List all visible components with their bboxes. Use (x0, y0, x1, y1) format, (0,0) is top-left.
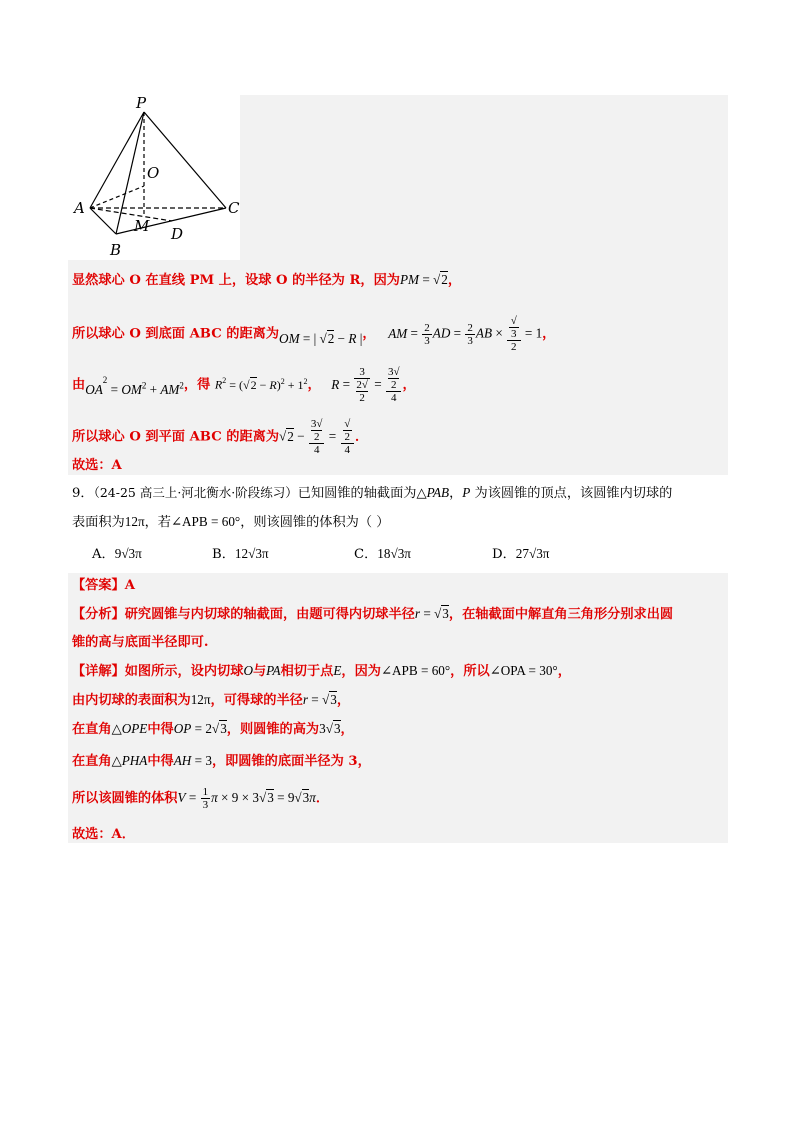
detail-line-3: 在直角△OPE中得OP = 2√3，则圆锥的高为3√3， (72, 721, 354, 737)
math-am: AM (388, 325, 408, 341)
detail-line-2: 由内切球的表面积为12π，可得球的半径r = √3， (72, 692, 351, 708)
prev-solution-line-2: 所以球心 O 到底面 ABC 的距离为OM = | √2 − R |， AM = $\frac{2}{3}$ AD = $\frac{2}{3}$ AB × √ 3 2 = 1， (72, 315, 556, 353)
detail-line-1: 【详解】如图所示，设内切球O与PA相切于点E，因为∠APB = 60°，所以∠OPA = 30°， (72, 663, 571, 679)
label-A: A (74, 199, 85, 217)
label-P: P (136, 95, 147, 112)
analysis-line-1: 【分析】研究圆锥与内切球的轴截面，由题可得内切球半径r = √3，在轴截面中解直角三角形分别求出圆 (72, 606, 674, 622)
option-b[interactable]: B．12√3π (212, 546, 269, 562)
question-9-line-1: 9．（24-25 高三上·河北衡水·阶段练习）已知圆锥的轴截面为△PAB，P 为该圆锥的顶点，该圆锥内切球的 (72, 485, 673, 501)
option-a[interactable]: A．9√3π (92, 546, 142, 562)
option-d[interactable]: D．27√3π (492, 546, 550, 562)
final-answer: 故选：A． (72, 827, 135, 842)
label-D: D (171, 225, 184, 243)
math-pm: PM (399, 272, 420, 287)
detail-line-5: 所以该圆锥的体积V = $\frac{1}{3}$ π × 9 × 3√3 = 9√3π． (72, 786, 330, 811)
tetrahedron-figure (68, 95, 240, 260)
label-O: O (147, 164, 160, 182)
option-c[interactable]: C．18√3π (354, 546, 411, 562)
analysis-line-2: 锥的高与底面半径即可. (72, 635, 209, 650)
answer-line: 【答案】A (72, 578, 135, 593)
label-C: C (228, 199, 240, 217)
prev-solution-line-1: 显然球心 O 在直线 PM 上，设球 O 的半径为 R，因为PM = √2， (72, 272, 462, 288)
prev-solution-line-3: 由$OA^2 = OM^2 + AM^2$，得 $R^2 = (√2 - R)^2 + 1^2$， R = 3 2√ 2 = 3√ 2 4 ， (72, 366, 416, 404)
prev-answer: 故选：A (72, 458, 122, 473)
tetrahedron-diagram (68, 95, 240, 260)
prev-solution-line-4: 所以球心 O 到平面 ABC 的距离为√2 − 3√ 2 4 = √ 2 4 ． (72, 418, 369, 456)
question-9-line-2: 表面积为12π，若∠APB = 60°，则该圆锥的体积为（ ） (72, 514, 390, 530)
label-B: B (110, 241, 122, 259)
label-M: M (134, 217, 150, 235)
detail-line-4: 在直角△PHA中得AH = 3，即圆锥的底面半径为 3， (72, 753, 371, 769)
